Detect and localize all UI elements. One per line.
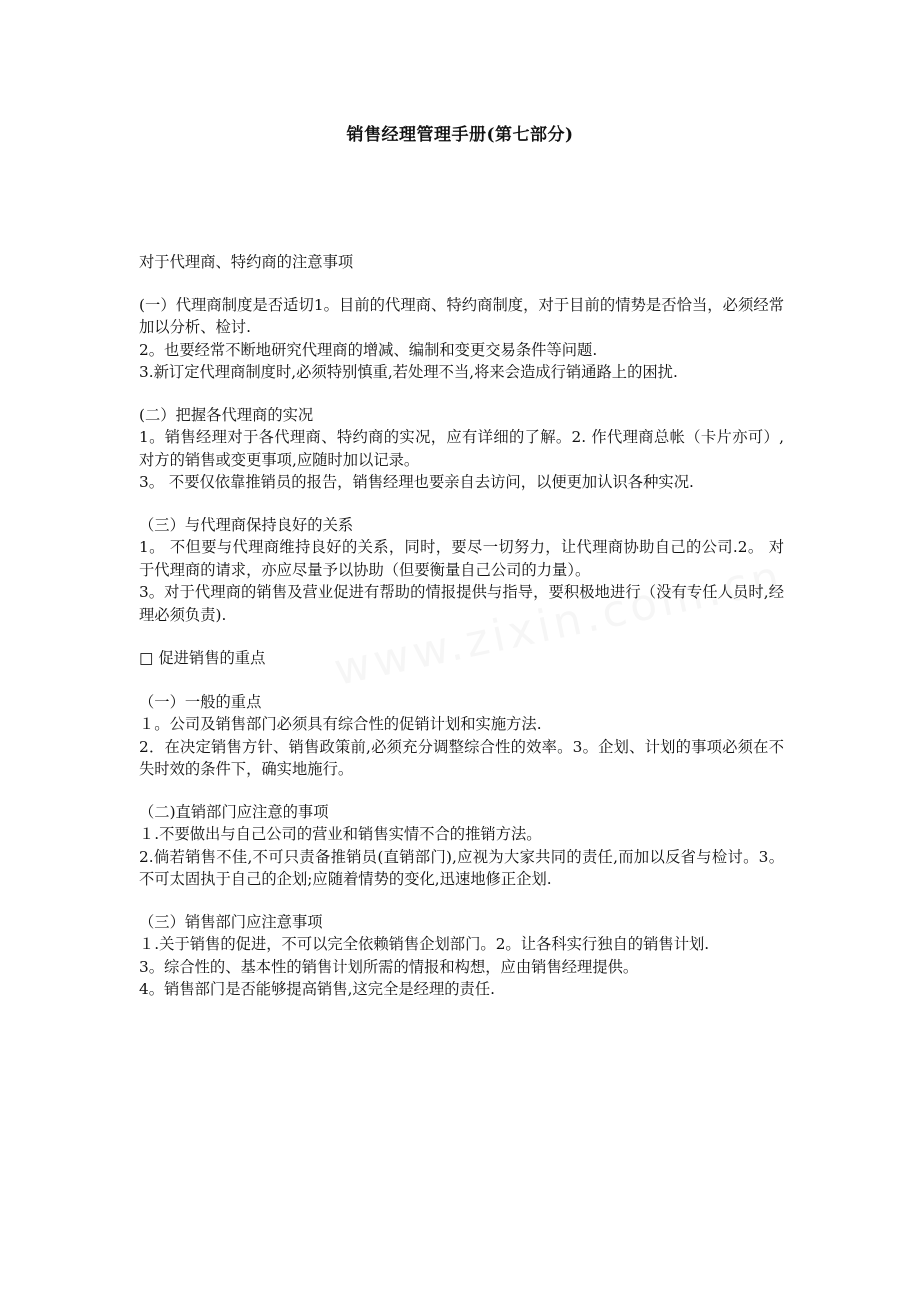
dealers-part2-item3: 3。 不要仅依靠推销员的报告，销售经理也要亲自去访问，以便更加认识各种实况.	[139, 473, 694, 491]
promotion-part3-heading: （三）销售部门应注意事项	[139, 912, 323, 931]
dealers-part3-heading: （三）与代理商保持良好的关系	[139, 515, 354, 534]
promotion-part1-item1: １。公司及销售部门必须具有综合性的促销计划和实施方法.	[139, 715, 542, 733]
dealers-part3-item3: 3。对于代理商的销售及营业促进有帮助的情报提供与指导，要积极地进行（没有专任人员时,经理必须负责).	[139, 583, 784, 624]
dealers-part3-item1: 1。 不但要与代理商维持良好的关系，同时，要尽一切努力，让代理商协助自己的公司.2。 对于代理商的请求，亦应尽量予以协助（但要衡量自己公司的力量）。	[139, 538, 784, 579]
section-heading-promotion: □ 促进销售的重点	[139, 649, 266, 667]
document-body	[139, 251, 784, 1001]
promotion-part2-heading: （二)直销部门应注意的事项	[139, 802, 329, 821]
dealers-part1-item3: 3.新订定代理商制度时,必须特别慎重,若处理不当,将来会造成行销通路上的困扰.	[139, 363, 678, 381]
dealers-part1-item2: 2。也要经常不断地研究代理商的增减、编制和变更交易条件等问题.	[139, 340, 598, 359]
promotion-part1-heading: （一）一般的重点	[139, 692, 262, 711]
promotion-part3-item4: 4。销售部门是否能够提高销售,这完全是经理的责任.	[139, 980, 495, 998]
promotion-part3-item1: １.关于销售的促进，不可以完全依赖销售企划部门。2。让各科实行独自的销售计划.	[139, 935, 710, 953]
promotion-part2-item1: １.不要做出与自己公司的营业和销售实情不合的推销方法。	[139, 825, 542, 843]
document-title: 销售经理管理手册(第七部分)	[346, 125, 574, 145]
dealers-part1: (一）代理商制度是否适切1。目前的代理商、特约商制度，对于目前的情势是否恰当，必须经常加以分析、检讨.	[139, 295, 784, 336]
dealers-part2-heading: (二）把握各代理商的实况	[139, 405, 314, 424]
promotion-part1-item2: 2．在决定销售方针、销售政策前,必须充分调整综合性的效率。3。企划、计划的事项必须在不失时效的条件下，确实地施行。	[139, 737, 784, 778]
promotion-part3-item3: 3。综合性的、基本性的销售计划所需的情报和构想，应由销售经理提供。	[139, 957, 639, 976]
dealers-part2-item1: 1。销售经理对于各代理商、特约商的实况，应有详细的了解。2. 作代理商总帐（卡片亦可）,对方的销售或变更事项,应随时加以记录。	[139, 428, 784, 469]
promotion-part2-item2: 2.倘若销售不佳,不可只责备推销员(直销部门),应视为大家共同的责任,而加以反省与检讨。3。不可太固执于自己的企划;应随着情势的变化,迅速地修正企划.	[139, 847, 784, 888]
section-heading-dealers: 对于代理商、特约商的注意事项	[139, 253, 354, 271]
